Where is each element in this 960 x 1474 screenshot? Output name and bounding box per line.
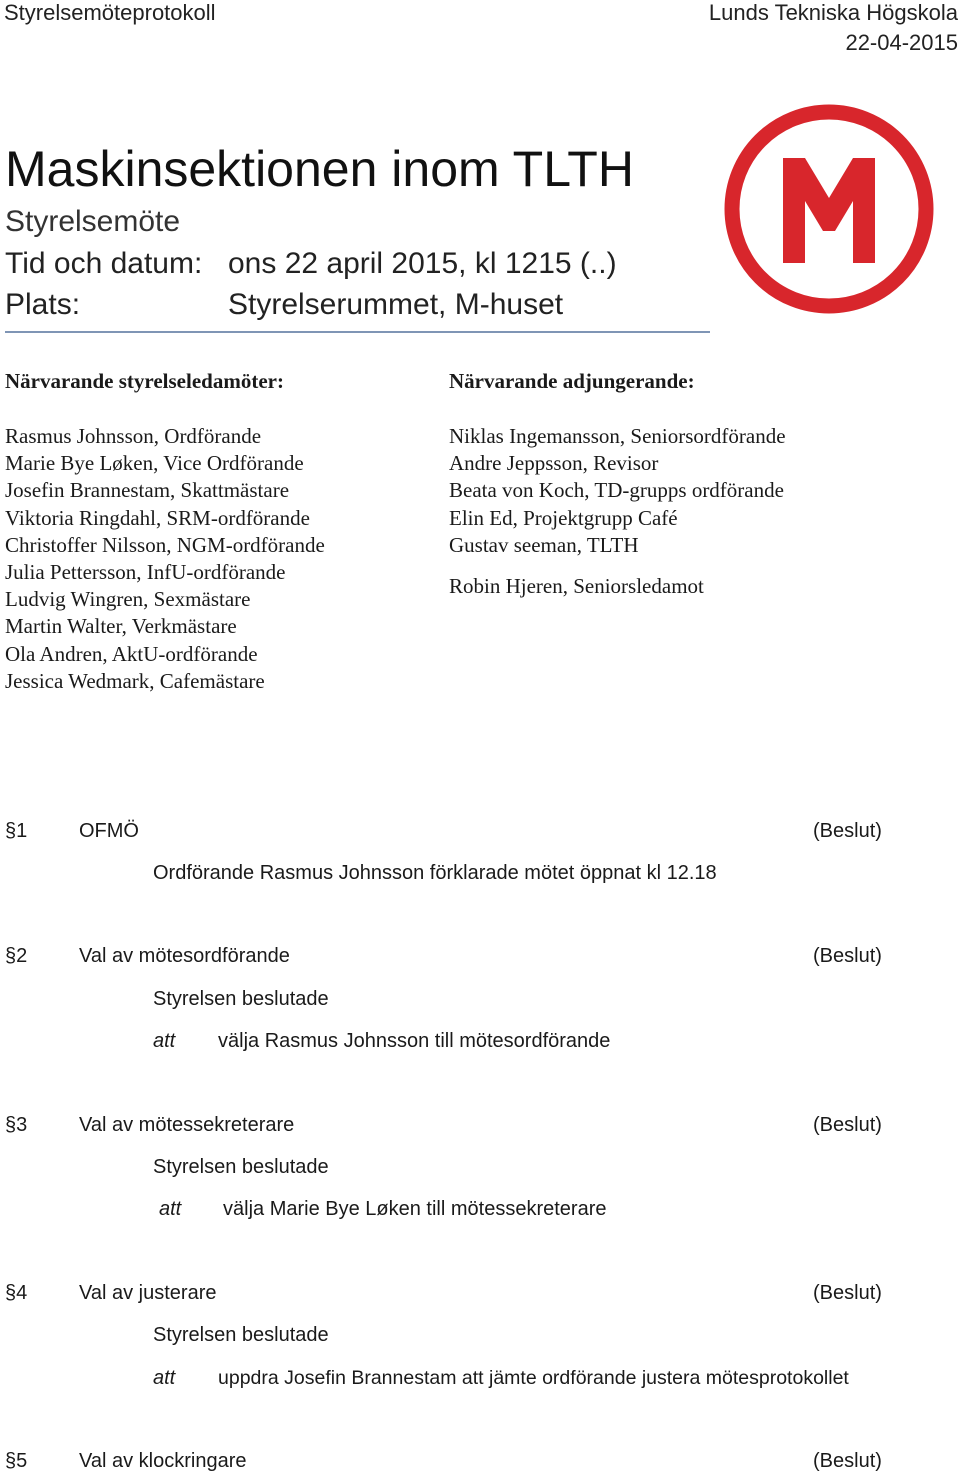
list-item: Josefin Brannestam, Skattmästare <box>5 478 290 503</box>
agenda-decided: Styrelsen beslutade <box>153 1156 329 1178</box>
organization-name: Lunds Tekniska Högskola <box>708 0 958 25</box>
section-logo <box>723 103 935 315</box>
list-item: Ola Andren, AktU-ordförande <box>5 641 258 666</box>
page-title: Maskinsektionen inom TLTH <box>5 141 634 197</box>
list-item: Andre Jeppsson, Revisor <box>449 451 659 476</box>
list-item: Julia Pettersson, InfU-ordförande <box>5 560 286 585</box>
place-label: Plats: <box>5 288 81 321</box>
adjunct-extra-member: Robin Hjeren, Seniorsledamot <box>449 574 704 598</box>
document-date: 22-04-2015 <box>845 30 958 55</box>
page-subtitle: Styrelsemöte <box>5 205 181 238</box>
agenda-att: att <box>153 1030 176 1052</box>
time-label: Tid och datum: <box>5 247 203 280</box>
list-item: Elin Ed, Projektgrupp Café <box>449 505 678 530</box>
agenda-number: §4 <box>5 1282 28 1304</box>
agenda-type: (Beslut) <box>813 820 882 842</box>
list-item: Beata von Koch, TD-grupps ordförande <box>449 478 784 503</box>
agenda-title: Val av justerare <box>79 1282 217 1304</box>
agenda-title: Val av klockringare <box>79 1450 247 1472</box>
list-item: Martin Walter, Verkmästare <box>5 614 237 639</box>
list-item: Ludvig Wingren, Sexmästare <box>5 587 251 612</box>
agenda-att: att <box>159 1198 182 1220</box>
agenda-text: Ordförande Rasmus Johnsson förklarade mötet öppnat kl 12.18 <box>153 862 717 884</box>
agenda-att: att <box>153 1367 176 1389</box>
agenda-type: (Beslut) <box>813 945 882 967</box>
agenda-title: Val av mötessekreterare <box>79 1114 295 1136</box>
agenda-type: (Beslut) <box>813 1282 882 1304</box>
adjunct-member-list <box>449 423 786 559</box>
agenda-decided: Styrelsen beslutade <box>153 988 329 1010</box>
list-item: Marie Bye Løken, Vice Ordförande <box>5 451 304 476</box>
agenda-title: OFMÖ <box>79 820 139 842</box>
list-item: Viktoria Ringdahl, SRM-ordförande <box>5 505 310 530</box>
board-member-list <box>5 423 325 695</box>
agenda-decided: Styrelsen beslutade <box>153 1324 329 1346</box>
list-item: Niklas Ingemansson, Seniorsordförande <box>449 424 786 448</box>
board-heading: Närvarande styrelseledamöter: <box>5 369 284 393</box>
agenda-number: §5 <box>5 1450 28 1472</box>
adjunct-heading: Närvarande adjungerande: <box>449 369 695 393</box>
agenda-title: Val av mötesordförande <box>79 945 290 967</box>
document-type: Styrelsemöteprotokoll <box>4 0 216 25</box>
logo-m-glyph <box>783 158 875 263</box>
agenda-number: §2 <box>5 945 28 967</box>
place-value: Styrelserummet, M-huset <box>228 288 564 321</box>
agenda-decision: välja Marie Bye Løken till mötessekreterare <box>223 1198 607 1220</box>
agenda-type: (Beslut) <box>813 1450 882 1472</box>
title-divider <box>5 331 710 333</box>
list-item: Rasmus Johnsson, Ordförande <box>5 424 262 448</box>
agenda-number: §3 <box>5 1114 28 1136</box>
list-item: Christoffer Nilsson, NGM-ordförande <box>5 532 325 557</box>
agenda-type: (Beslut) <box>813 1114 882 1136</box>
time-value: ons 22 april 2015, kl 1215 (..) <box>228 247 617 280</box>
agenda-number: §1 <box>5 820 28 842</box>
list-item: Gustav seeman, TLTH <box>449 532 639 557</box>
agenda-decision: välja Rasmus Johnsson till mötesordförande <box>218 1030 611 1052</box>
agenda-decision: uppdra Josefin Brannestam att jämte ordförande justera mötesprotokollet <box>218 1367 849 1389</box>
list-item: Jessica Wedmark, Cafemästare <box>5 668 265 693</box>
